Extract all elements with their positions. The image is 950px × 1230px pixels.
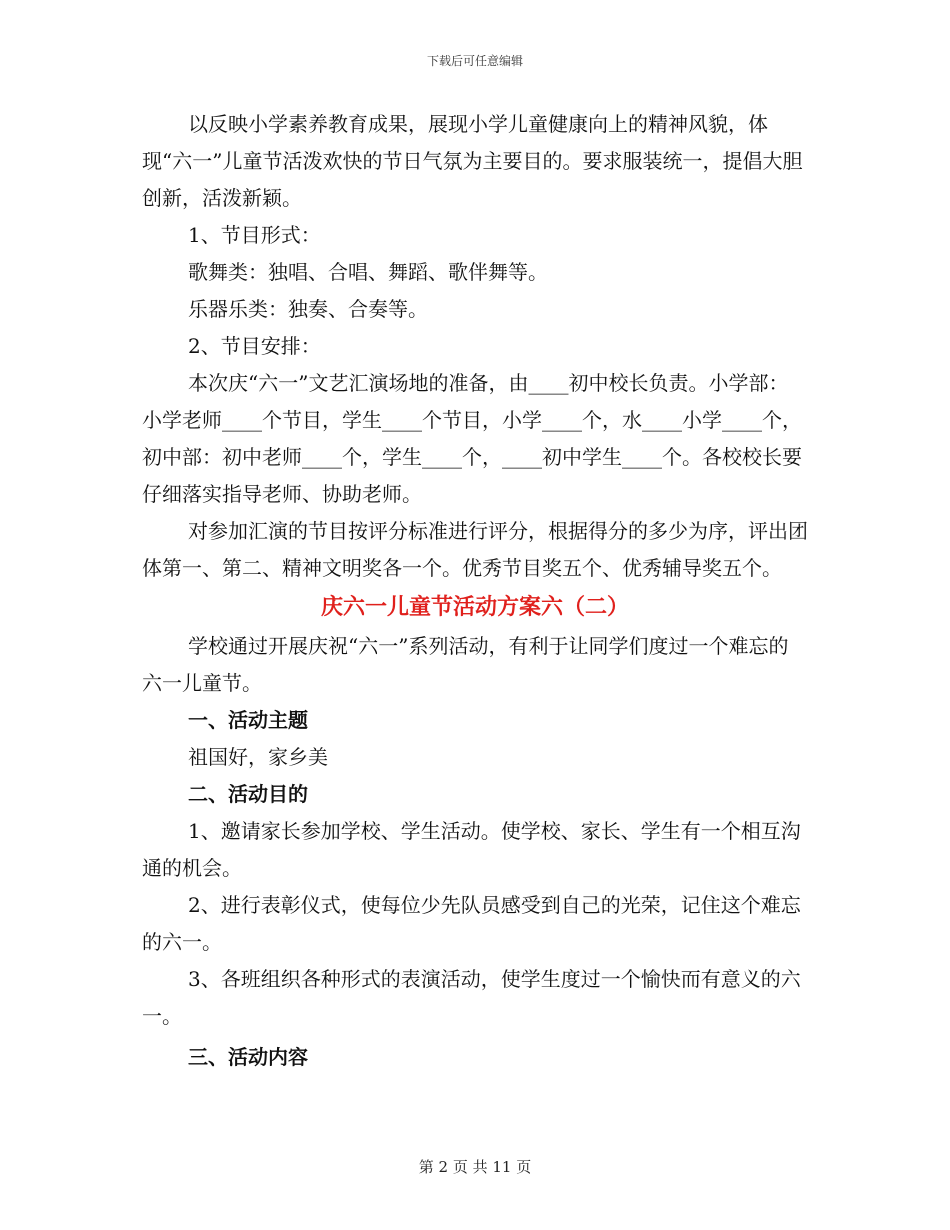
paragraph: 学校通过开展庆祝“六一”系列活动，有利于让同学们度过一个难忘的六一儿童节。 [142, 634, 789, 695]
section-heading: 三、活动内容 [188, 1045, 308, 1069]
paragraph: 对参加汇演的节目按评分标准进行评分，根据得分的多少为序，评出团体第一、第二、精神文明奖各一个。优秀节目奖五个、优秀辅导奖五个。 [142, 519, 808, 580]
paragraph: 2、进行表彰仪式，使每位少先队员感受到自己的光荣，记住这个难忘的六一。 [142, 893, 801, 954]
paragraph: 3、各班组织各种形式的表演活动，使学生度过一个愉快而有意义的六一。 [142, 967, 801, 1028]
document-body [142, 106, 808, 1076]
paragraph: 2、节目安排： [188, 334, 321, 358]
section-heading: 一、活动主题 [188, 708, 308, 732]
paragraph: 本次庆“六一”文艺汇演场地的准备，由____初中校长负责。小学部：小学老师____个节目，学生____个节目，小学____个，水____小学____个，初中部：初中老师____个，学生____个，____初中学生____个。各校校长要仔细落实指导老师、协助老师。 [142, 371, 802, 506]
paragraph: 1、节目形式： [188, 223, 321, 247]
page-footer: 第 2 页 共 11 页 [418, 1158, 532, 1176]
paragraph: 以反映小学素养教育成果，展现小学儿童健康向上的精神风貌，体现“六一”儿童节活泼欢快的节日气氛为主要目的。要求服装统一，提倡大胆创新，活泼新颖。 [142, 112, 803, 210]
section-title: 庆六一儿童节活动方案六（二） [320, 595, 629, 620]
paragraph: 乐器乐类：独奏、合奏等。 [188, 297, 428, 321]
paragraph: 1、邀请家长参加学校、学生活动。使学校、家长、学生有一个相互沟通的机会。 [142, 819, 801, 880]
paragraph: 歌舞类：独唱、合唱、舞蹈、歌伴舞等。 [188, 260, 548, 284]
paragraph: 祖国好，家乡美 [188, 745, 328, 769]
section-heading: 二、活动目的 [188, 782, 308, 806]
page-header: 下载后可任意编辑 [426, 54, 523, 68]
